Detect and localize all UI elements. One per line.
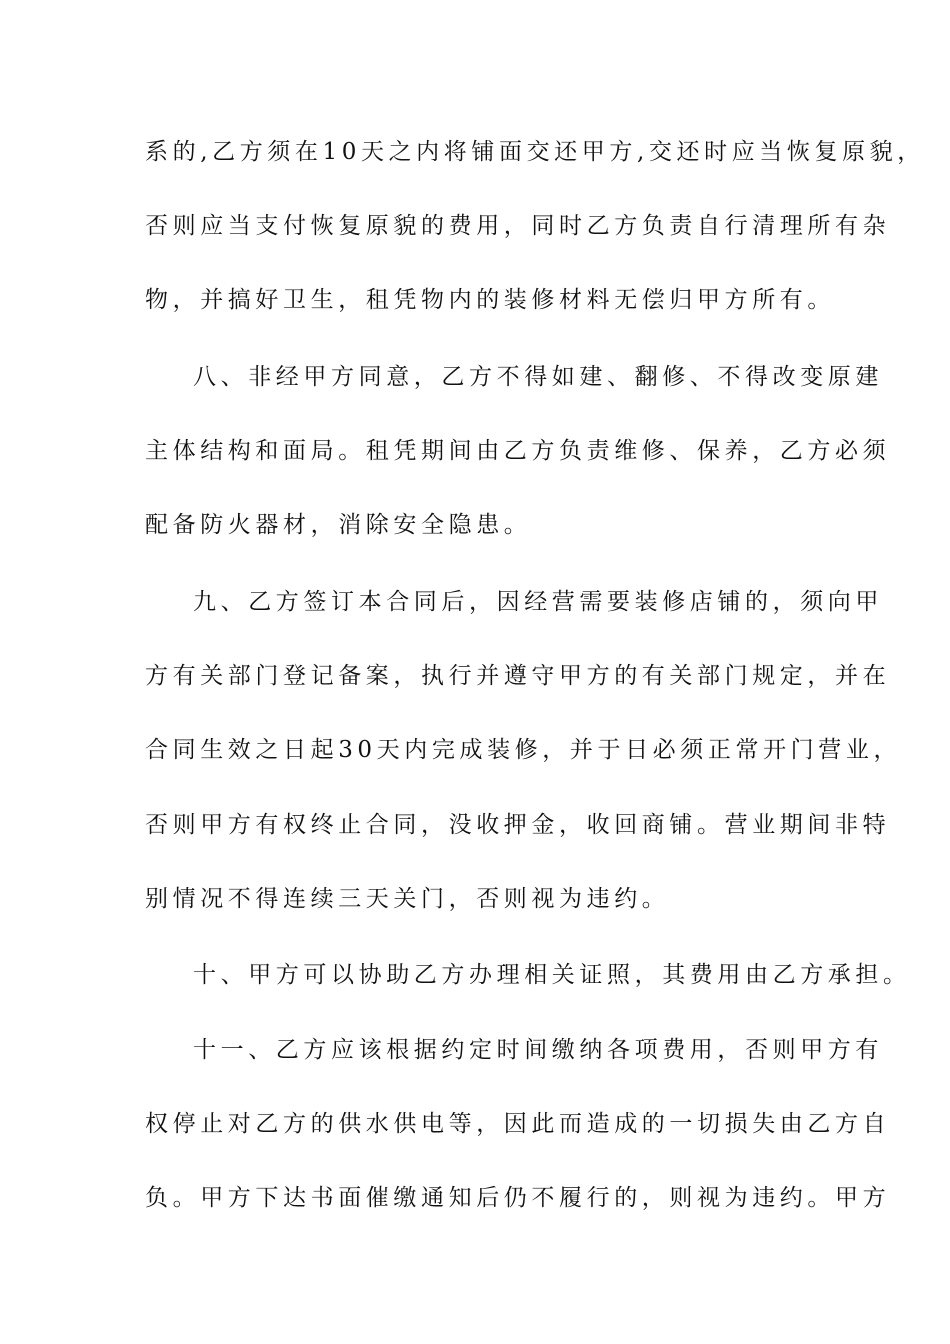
text-line: 方有关部门登记备案，执行并遵守甲方的有关部门规定，并在 [145, 663, 891, 689]
text-line: 配备防火器材，消除安全隐患。 [145, 512, 532, 538]
text-line: 否则应当支付恢复原貌的费用，同时乙方负责自行清理所有杂 [145, 213, 891, 239]
text-line: 别情况不得连续三天关门，否则视为违约。 [145, 886, 670, 912]
text-line: 权停止对乙方的供水供电等，因此而造成的一切损失由乙方自 [145, 1111, 891, 1137]
paragraph-first-line: 十一、乙方应该根据约定时间缴纳各项费用，否则甲方有 [193, 1037, 883, 1063]
text-line: 物，并搞好卫生，租凭物内的装修材料无偿归甲方所有。 [145, 287, 835, 313]
text-line: 负。甲方下达书面催缴通知后仍不履行的，则视为违约。甲方 [145, 1185, 891, 1211]
text-line: 主体结构和面局。租凭期间由乙方负责维修、保养，乙方必须 [145, 438, 891, 464]
text-line: 合同生效之日起30天内完成装修，并于日必须正常开门营业， [145, 737, 902, 763]
paragraph-first-line: 八、非经甲方同意，乙方不得如建、翻修、不得改变原建 [193, 364, 883, 390]
paragraph-first-line: 九、乙方签订本合同后，因经营需要装修店铺的，须向甲 [193, 589, 883, 615]
text-line: 否则甲方有权终止合同，没收押金，收回商铺。营业期间非特 [145, 812, 891, 838]
text-line: 系的,乙方须在10天之内将铺面交还甲方,交还时应当恢复原貌， [145, 139, 925, 165]
paragraph-first-line: 十、甲方可以协助乙方办理相关证照，其费用由乙方承担。 [193, 962, 911, 988]
